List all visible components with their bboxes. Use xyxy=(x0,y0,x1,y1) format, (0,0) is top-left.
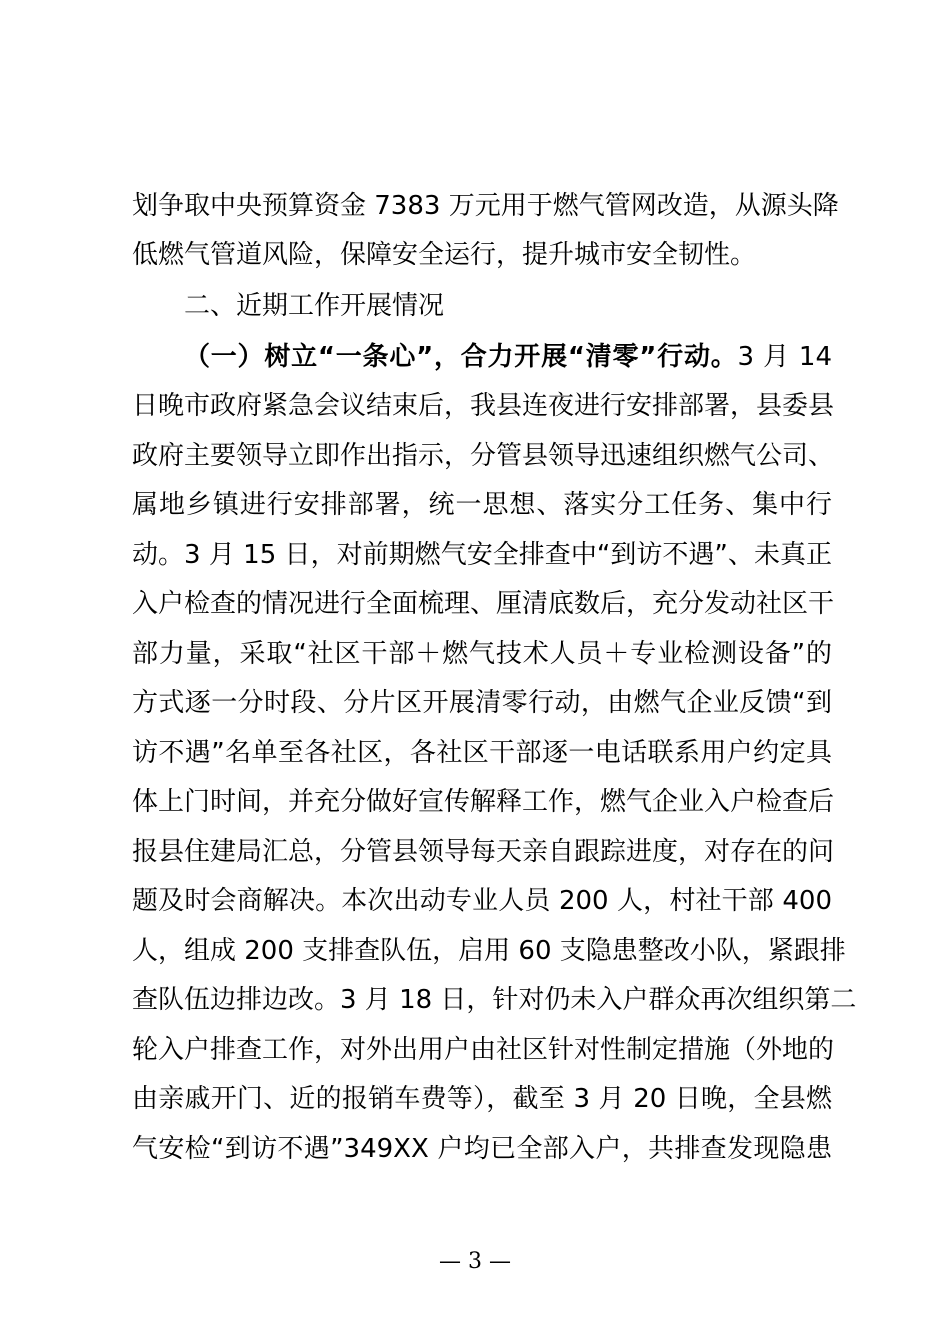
paragraph-line: 方式逐一分时段、分片区开展清零行动，由燃气企业反馈“到 xyxy=(132,688,832,718)
paragraph-line: 人，组成 200 支排查队伍，启用 60 支隐患整改小队，紧跟排 xyxy=(132,936,846,966)
paragraph-line: 动。3 月 15 日，对前期燃气安全排查中“到访不遇”、未真正 xyxy=(132,540,832,570)
paragraph-line: 政府主要领导立即作出指示，分管县领导迅速组织燃气公司、 xyxy=(132,441,835,471)
paragraph-line: 低燃气管道风险，保障安全运行，提升城市安全韧性。 xyxy=(132,240,757,270)
paragraph-line: 报县住建局汇总，分管县领导每天亲自跟踪进度，对存在的问 xyxy=(132,837,835,867)
paragraph-line: 气安检“到访不遇”349XX 户均已全部入户，共排查发现隐患 xyxy=(132,1134,832,1164)
subsection-heading-continuation: 3 月 14 xyxy=(737,342,832,372)
page-number: — 3 — xyxy=(439,1249,511,1274)
subsection-heading: （一）树立“一条心”，合力开展“清零”行动。 xyxy=(184,342,738,372)
paragraph-line: 体上门时间，并充分做好宣传解释工作，燃气企业入户检查后 xyxy=(132,787,835,817)
paragraph-line: 划争取中央预算资金 7383 万元用于燃气管网改造，从源头降 xyxy=(132,191,839,221)
paragraph-line: 日晚市政府紧急会议结束后，我县连夜进行安排部署，县委县 xyxy=(132,391,835,421)
paragraph-line: 部力量，采取“社区干部＋燃气技术人员＋专业检测设备”的 xyxy=(132,639,832,669)
subsection-heading-line xyxy=(184,341,832,373)
paragraph-line: 轮入户排查工作，对外出用户由社区针对性制定措施（外地的 xyxy=(132,1035,835,1065)
section-heading: 二、近期工作开展情况 xyxy=(184,291,445,321)
paragraph-line: 属地乡镇进行安排部署，统一思想、落实分工任务、集中行 xyxy=(132,490,832,520)
paragraph-line: 查队伍边排边改。3 月 18 日，针对仍未入户群众再次组织第二 xyxy=(132,985,857,1015)
paragraph-line: 题及时会商解决。本次出动专业人员 200 人，村社干部 400 xyxy=(132,886,832,916)
paragraph-line: 由亲戚开门、近的报销车费等），截至 3 月 20 日晚，全县燃 xyxy=(132,1084,832,1114)
paragraph-line: 入户检查的情况进行全面梳理、厘清底数后，充分发动社区干 xyxy=(132,589,835,619)
paragraph-line: 访不遇”名单至各社区，各社区干部逐一电话联系用户约定具 xyxy=(132,738,832,768)
